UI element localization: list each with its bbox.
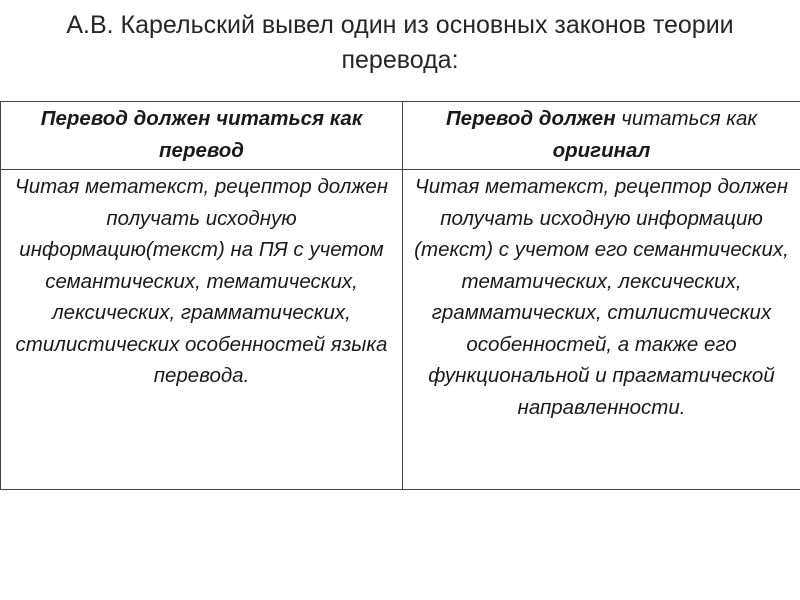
header-left-text: Перевод должен читаться как перевод [40, 107, 363, 162]
comparison-table [0, 101, 800, 490]
body-cell-left: Читая метатекст, рецептор должен получать исходную информацию(текст) на ПЯ с учетом семантических, тематических, лексических, грамматических, стилистических особенностей языка перевода. [1, 170, 403, 490]
slide-title: А.В. Карельский вывел один из основных законов теории перевода: [66, 11, 734, 74]
header-right-bold-start: Перевод должен [445, 107, 616, 130]
table-body-row [1, 170, 800, 490]
header-cell-left [1, 102, 403, 170]
header-right-normal: читаться как [615, 107, 758, 130]
table-header-row [1, 102, 800, 170]
header-cell-right [403, 102, 800, 170]
body-cell-right: Читая метатекст, рецептор должен получать исходную информацию (текст) с учетом его семантических, тематических, лексических, грамматических, стилистических особенностей, а также его функциональной и прагматической направленности. [403, 170, 800, 490]
header-right-bold-end: оригинал [552, 138, 651, 162]
